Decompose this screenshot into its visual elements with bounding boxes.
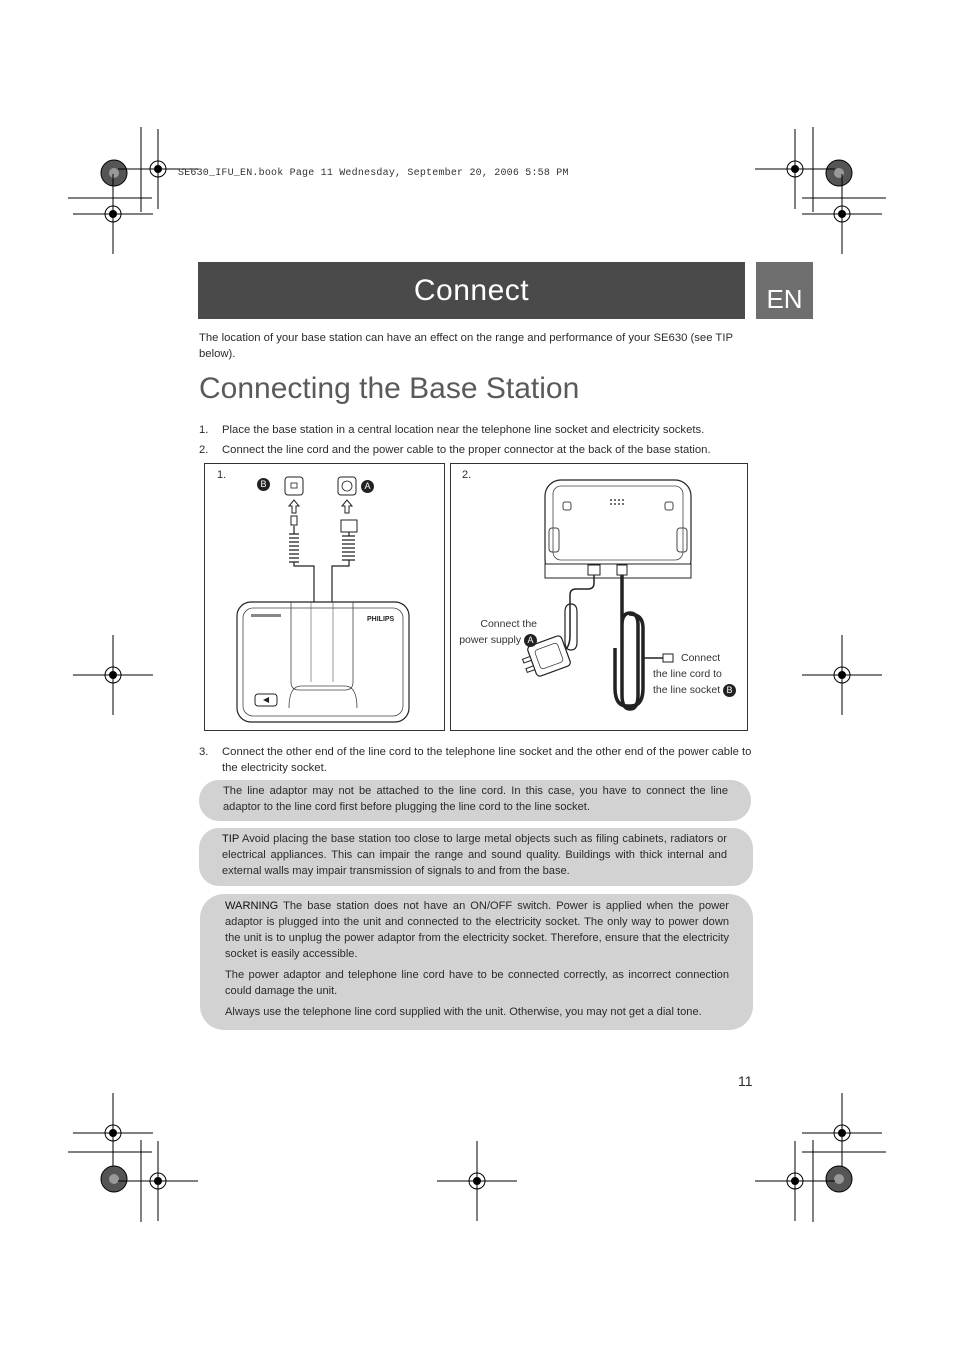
page-number: 11 [738,1073,753,1089]
figure-label: 1. [217,469,227,481]
base-station-illustration [205,464,444,730]
line-socket-callout [653,650,745,698]
callout-line: Connect the [480,618,537,630]
warning-note [200,894,753,1030]
figure-label: 2. [462,469,472,481]
callout-line: the line socket [653,684,721,696]
note-text: The line adaptor may not be attached to the line cord. In this case, you have to connect the line adaptor to the line cord first before plugging the line cord to the line socket. [223,785,728,813]
step-3 [199,744,755,776]
badge-a: A [361,480,374,493]
badge-b: B [723,684,736,697]
print-header: SE630_IFU_EN.book Page 11 Wednesday, September 20, 2006 5:58 PM [178,168,569,179]
section-heading: Connecting the Base Station [199,372,580,405]
page-title: Connect [198,262,745,319]
step-number: 3. [199,746,209,758]
warning-label: WARNING [225,900,279,912]
tip-note [199,828,753,886]
tip-label: TIP [222,833,240,845]
line-adaptor-note [199,780,751,821]
figure-1-base-station-connectors [204,463,445,731]
step-text: Place the base station in a central location near the telephone line socket and electricity sockets. [222,424,705,436]
badge-a: A [524,634,537,647]
callout-line: Connect [681,652,721,664]
callout-line: the line cord to [653,668,722,680]
brand-label: PHILIPS [367,616,395,623]
language-tab: EN [756,262,813,319]
figure-2-cable-connections [450,463,748,731]
badge-b: B [257,478,270,491]
callout-line: power supply [459,634,522,646]
step-text: Connect the line cord and the power cable to the proper connector at the back of the base station. [222,444,711,456]
warning-text: Always use the telephone line cord supplied with the unit. Otherwise, you may not get a dial tone. [225,1006,702,1018]
step-text: Connect the other end of the line cord to the telephone line socket and the other end of the power cable to the electricity socket. [222,746,752,774]
intro-paragraph: The location of your base station can have an effect on the range and performance of your SE630 (see TIP below). [199,332,733,360]
step-number: 2. [199,444,209,456]
power-supply-callout [453,616,537,648]
tip-text: Avoid placing the base station too close to large metal objects such as filing cabinets, radiators or electrical appliances. This can impair the range and sound quality. Buildings with thick internal and external walls may impair transmission of signals to and from the base. [222,833,727,877]
warning-text: The power adaptor and telephone line cord have to be connected correctly, as incorrect connection could damage the unit. [225,969,729,997]
warning-text: The base station does not have an ON/OFF switch. Power is applied when the power adaptor is plugged into the unit and connected to the electricity socket. The only way to power down the unit is to unplug the power adaptor from the electricity socket. Therefore, ensure that the electricity socket is easily accessible. [225,900,729,960]
step-1 [199,422,755,438]
step-number: 1. [199,424,209,436]
step-2 [199,442,755,458]
